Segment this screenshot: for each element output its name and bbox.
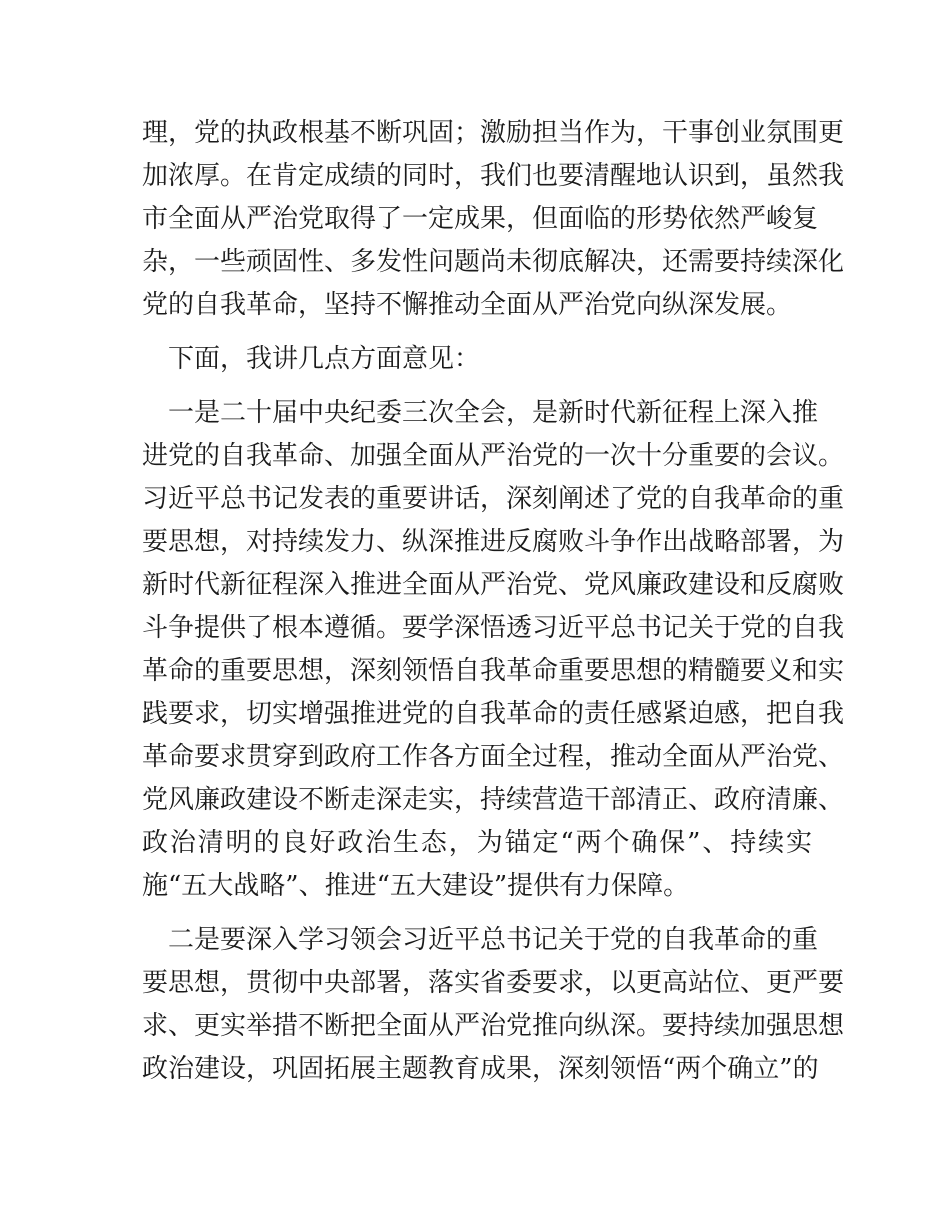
- text-line: 杂，一些顽固性、多发性问题尚未彻底解决，还需要持续深化: [142, 247, 845, 277]
- text-line: 一是二十届中央纪委三次全会，是新时代新征程上深入推: [142, 398, 819, 428]
- text-line: 践要求，切实增强推进党的自我革命的责任感紧迫感，把自我: [142, 699, 845, 729]
- text-line: 要思想，对持续发力、纵深推进反腐败斗争作出战略部署，为: [142, 527, 845, 557]
- text-line: 党风廉政建设不断走深走实，持续营造干部清正、政府清廉、: [142, 785, 845, 815]
- text-line: 施“五大战略”、推进“五大建设”提供有力保障。: [142, 871, 690, 901]
- text-line: 二是要深入学习领会习近平总书记关于党的自我革命的重: [142, 925, 819, 955]
- text-line: 加浓厚。在肯定成绩的同时，我们也要清醒地认识到，虽然我: [142, 161, 845, 191]
- text-line: 革命的重要思想，深刻领悟自我革命重要思想的精髓要义和实: [142, 656, 845, 686]
- text-line: 理，党的执政根基不断巩固；激励担当作为，干事创业氛围更: [142, 118, 845, 148]
- document-page: [142, 112, 845, 1091]
- text-line: 下面，我讲几点方面意见：: [142, 344, 481, 374]
- text-line: 革命要求贯穿到政府工作各方面全过程，推动全面从严治党、: [142, 742, 845, 772]
- paragraph-1: [142, 112, 845, 327]
- text-line: 政治清明的良好政治生态，为锚定“两个确保”、持续实: [142, 828, 812, 858]
- text-line: 党的自我革命，坚持不懈推动全面从严治党向纵深发展。: [142, 290, 793, 320]
- paragraph-3: [142, 392, 845, 908]
- text-line: 斗争提供了根本遵循。要学深悟透习近平总书记关于党的自我: [142, 613, 845, 643]
- text-line: 进党的自我革命、加强全面从严治党的一次十分重要的会议。: [142, 441, 845, 471]
- paragraph-2: [142, 338, 812, 381]
- text-line: 政治建设，巩固拓展主题教育成果，深刻领悟“两个确立”的: [142, 1054, 819, 1084]
- text-line: 市全面从严治党取得了一定成果，但面临的形势依然严峻复: [142, 204, 819, 234]
- text-line: 求、更实举措不断把全面从严治党推向纵深。要持续加强思想: [142, 1011, 845, 1041]
- text-line: 习近平总书记发表的重要讲话，深刻阐述了党的自我革命的重: [142, 484, 845, 514]
- text-line: 要思想，贯彻中央部署，落实省委要求，以更高站位、更严要: [142, 968, 845, 998]
- paragraph-4: [142, 919, 845, 1091]
- text-line: 新时代新征程深入推进全面从严治党、党风廉政建设和反腐败: [142, 570, 845, 600]
